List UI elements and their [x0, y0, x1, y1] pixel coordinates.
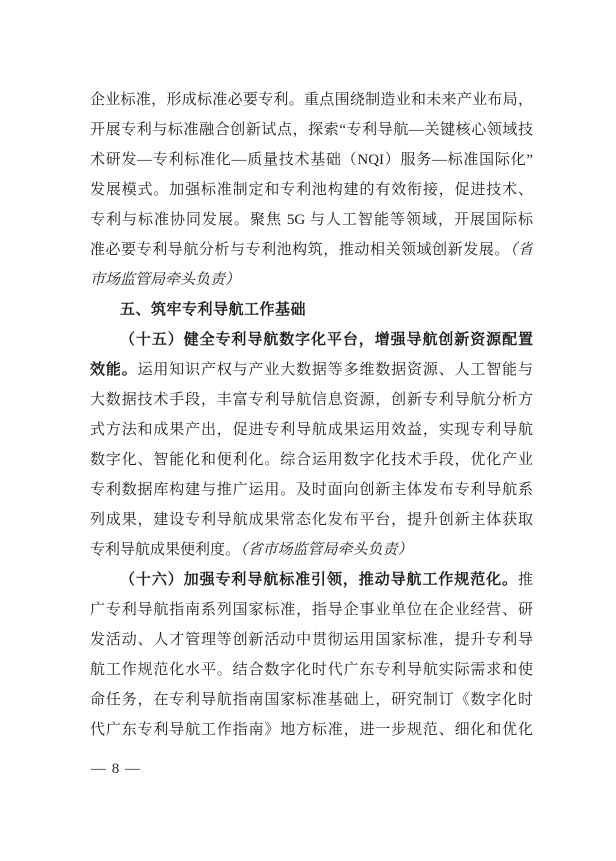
- text-line: [90, 235, 533, 265]
- text-run-lead: （十六）加强专利导航标准引领，推动导航工作规范化。: [120, 572, 518, 588]
- text-run-normal: 推: [517, 572, 533, 588]
- text-run-normal: 专利导航成果便利度。: [90, 542, 241, 558]
- text-line: [90, 535, 533, 565]
- text-line: [90, 685, 533, 715]
- text-run-kai: （省: [509, 242, 533, 258]
- text-line: [90, 445, 533, 475]
- text-line: [90, 325, 533, 355]
- text-line: [90, 145, 533, 175]
- text-run-normal: 发活动、人才管理等创新活动中贯彻运用国家标准，提升专利导: [90, 632, 533, 648]
- text-line: [90, 295, 533, 325]
- text-run-normal: 发展模式。加强标准制定和专利池构建的有效衔接，促进技术、: [90, 182, 533, 198]
- text-run-normal: 准必要专利导航分析与专利池构筑，推动相关领域创新发展。: [90, 242, 510, 258]
- text-line: [90, 715, 533, 745]
- text-line: [90, 385, 533, 415]
- document-body: [90, 85, 533, 745]
- text-line: [90, 655, 533, 685]
- text-run-normal: 列成果，建设专利导航成果常态化发布平台，提升创新主体获取: [90, 512, 533, 528]
- text-run-lead: 效能。: [90, 362, 138, 378]
- text-run-kai: （省市场监管局牵头负责）: [240, 542, 413, 558]
- text-line: [90, 175, 533, 205]
- text-run-heading: 五、筑牢专利导航工作基础: [120, 301, 307, 318]
- text-run-lead: （十五）健全专利导航数字化平台，增强导航创新资源配置: [120, 332, 533, 348]
- text-line: [90, 595, 533, 625]
- text-line: [90, 115, 533, 145]
- text-line: [90, 475, 533, 505]
- text-line: [90, 355, 533, 385]
- text-run-normal: 命任务，在专利导航指南国家标准基础上，研究制订《数字化时: [90, 692, 533, 708]
- text-line: [90, 415, 533, 445]
- text-line: [90, 85, 533, 115]
- page-footer: [91, 758, 141, 780]
- text-run-normal: 大数据技术手段，丰富专利导航信息资源，创新专利导航分析方: [90, 392, 533, 408]
- text-run-normal: 开展专利与标准融合创新试点，探索“专利导航—关键核心领域技: [90, 122, 533, 138]
- page-number: — 8 —: [91, 761, 141, 777]
- text-run-normal: 式方法和成果产出，促进专利导航成果运用效益，实现专利导航: [90, 422, 533, 438]
- text-run-normal: 专利与标准协同发展。聚焦 5G 与人工智能等领域，开展国际标: [90, 212, 533, 228]
- text-run-normal: 数字化、智能化和便利化。综合运用数字化技术手段，优化产业: [90, 452, 533, 468]
- text-run-normal: 专利数据库构建与推广运用。及时面向创新主体发布专利导航系: [90, 482, 533, 498]
- text-line: [90, 565, 533, 595]
- text-line: [90, 265, 533, 295]
- text-run-normal: 广专利导航指南系列国家标准，指导企事业单位在企业经营、研: [90, 602, 533, 618]
- text-line: [90, 505, 533, 535]
- text-line: [90, 625, 533, 655]
- text-run-normal: 企业标准，形成标准必要专利。重点围绕制造业和未来产业布局，: [90, 92, 533, 108]
- text-line: [90, 205, 533, 235]
- text-run-normal: 航工作规范化水平。结合数字化时代广东专利导航实际需求和使: [90, 662, 533, 678]
- text-run-normal: 运用知识产权与产业大数据等多维数据资源、人工智能与: [137, 362, 533, 378]
- text-run-normal: 代广东专利导航工作指南》地方标准，进一步规范、细化和优化: [90, 722, 533, 738]
- text-run-normal: 术研发—专利标准化—质量技术基础（NQI）服务—标准国际化”: [90, 152, 533, 168]
- text-run-kai: 市场监管局牵头负责）: [90, 272, 241, 288]
